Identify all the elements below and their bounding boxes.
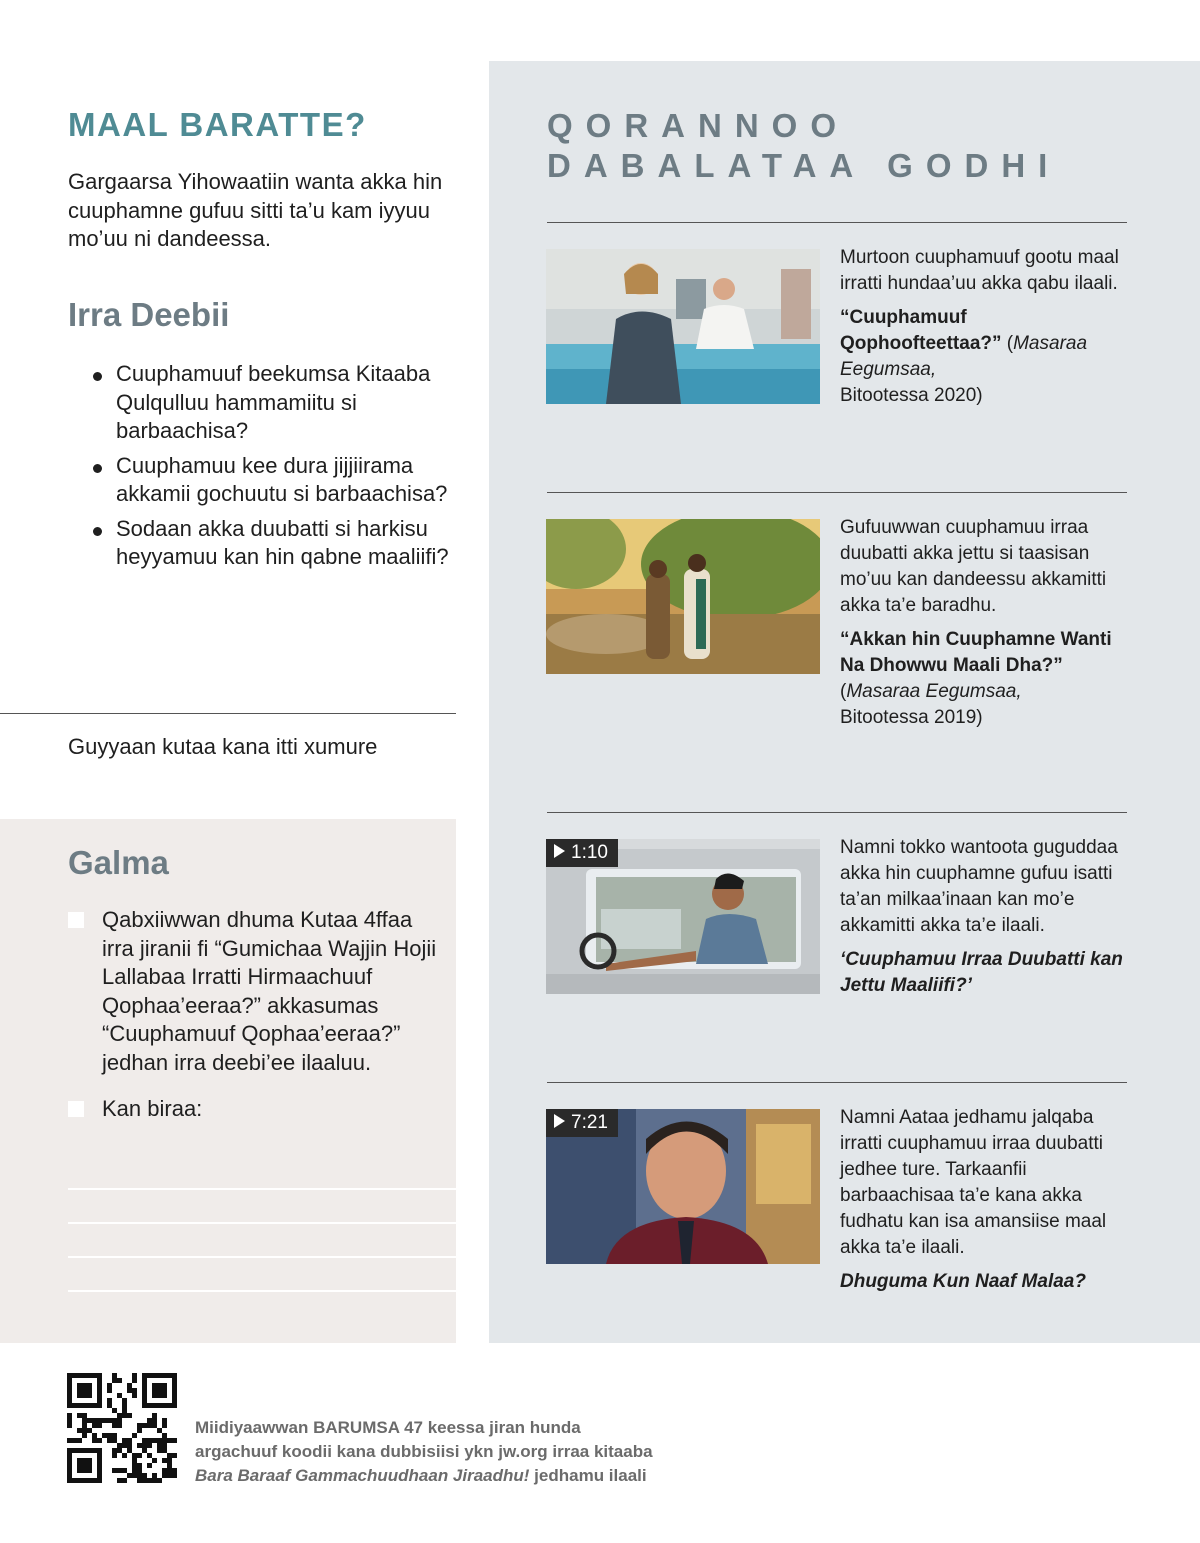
footer-note: Miidiyaawwan BARUMSA 47 keessa jiran hunda argachuuf koodii kana dubbisiisi ykn jw.org irraa kitaaba Bara Baraaf Gammachuudhaan Jiraadhu! jedhamu ilaali xyxy=(195,1418,653,1485)
divider xyxy=(547,1082,1127,1083)
article-link[interactable]: “Cuuphamuuf Qophoofteettaa?” xyxy=(840,307,1002,354)
video-duration-badge: 1:10 xyxy=(546,839,618,867)
goal-item: Qabxiiwwan dhuma Kutaa 4ffaa irra jiranii fi “Gumichaa Wajjin Hojii Lallabaa Irratti Hirmaachuuf Qophaa’eeraa?” akkasumas “Cuuphamuuf Qophaa’eeraa?” jedhan irra deebi’ee ilaaluu. xyxy=(68,906,438,1077)
goal-list xyxy=(68,906,438,1142)
study-item-1: Murtoon cuuphamuuf gootu maal irratti hundaa’uu akka qabu ilaali. “Cuuphamuuf Qophoofteettaa?” (Masaraa Eegumsaa, Bitootessa 2020) xyxy=(840,247,1119,406)
bullet-icon xyxy=(93,372,102,381)
further-study-heading: QORANNOO DABALATAA GODHI xyxy=(547,107,1061,184)
video-duration-badge: 7:21 xyxy=(546,1109,618,1137)
baptism-image[interactable] xyxy=(546,249,820,404)
video-thumbnail[interactable] xyxy=(546,839,820,994)
study-item-2: Gufuuwwan cuuphamuu irraa duubatti akka jettu si taasisan mo’uu kan dandeessu akkamitti akka ta’e baradhu. “Akkan hin Cuuphamne Wanti Na Dhowwu Maali Dha?” (Masaraa Eegumsaa, Bitootessa 2019) xyxy=(840,517,1112,728)
divider xyxy=(0,713,456,714)
divider xyxy=(547,812,1127,813)
qr-code[interactable] xyxy=(67,1373,177,1483)
list-item: Cuuphamuu kee dura jijjiirama akkamii gochuutu si barbaachisa? xyxy=(92,452,452,509)
write-line[interactable] xyxy=(68,1188,456,1190)
write-line[interactable] xyxy=(68,1290,456,1292)
divider xyxy=(547,492,1127,493)
video-thumbnail[interactable] xyxy=(546,1109,820,1264)
write-line[interactable] xyxy=(68,1256,456,1258)
review-list xyxy=(92,360,452,578)
goal-heading: Galma xyxy=(68,844,169,881)
write-line[interactable] xyxy=(68,1222,456,1224)
bullet-icon xyxy=(93,527,102,536)
summary-heading: MAAL BARATTE? xyxy=(68,106,367,143)
review-heading: Irra Deebii xyxy=(68,296,230,333)
book-title: Bara Baraaf Gammachuudhaan Jiraadhu! xyxy=(195,1466,530,1485)
video-link[interactable]: Dhuguma Kun Naaf Malaa? xyxy=(840,1271,1086,1292)
play-icon xyxy=(554,1114,565,1128)
study-item-3: Namni tokko wantoota guguddaa akka hin cuuphamne gufuu isatti ta’an milkaa’inaan kan mo’e akkamitti akka ta’e ilaali. ‘Cuuphamuu Irraa Duubatti kan Jettu Maaliifi?’ xyxy=(840,835,1132,999)
study-item-4: Namni Aataa jedhamu jalqaba irratti cuuphamuu irraa duubatti jedhee ture. Tarkaanfii barbaachisaa ta’e kana akka fudhatu kan isa amansiise maal akka ta’e ilaali. Dhuguma Kun Naaf Malaa? xyxy=(840,1105,1132,1295)
bullet-icon xyxy=(93,464,102,473)
list-item: Sodaan akka duubatti si harkisu heyyamuu kan hin qabne maaliifi? xyxy=(92,515,452,572)
article-link[interactable]: “Akkan hin Cuuphamne Wanti Na Dhowwu Maali Dha?” xyxy=(840,629,1112,676)
summary-intro: Gargaarsa Yihowaatiin wanta akka hin cuuphamne gufuu sitti ta’u kam iyyuu mo’uu ni dandeessa. xyxy=(68,169,443,251)
checkbox-icon[interactable] xyxy=(68,1101,84,1117)
painting-image[interactable] xyxy=(546,519,820,674)
video-link[interactable]: ‘Cuuphamuu Irraa Duubatti kan Jettu Maaliifi?’ xyxy=(840,949,1123,996)
goal-item: Kan biraa: xyxy=(68,1095,438,1124)
completion-date-label: Guyyaan kutaa kana itti xumure xyxy=(68,734,378,759)
divider xyxy=(547,222,1127,223)
list-item: Cuuphamuuf beekumsa Kitaaba Qulqulluu hammamiitu si barbaachisa? xyxy=(92,360,452,446)
checkbox-icon[interactable] xyxy=(68,912,84,928)
play-icon xyxy=(554,844,565,858)
